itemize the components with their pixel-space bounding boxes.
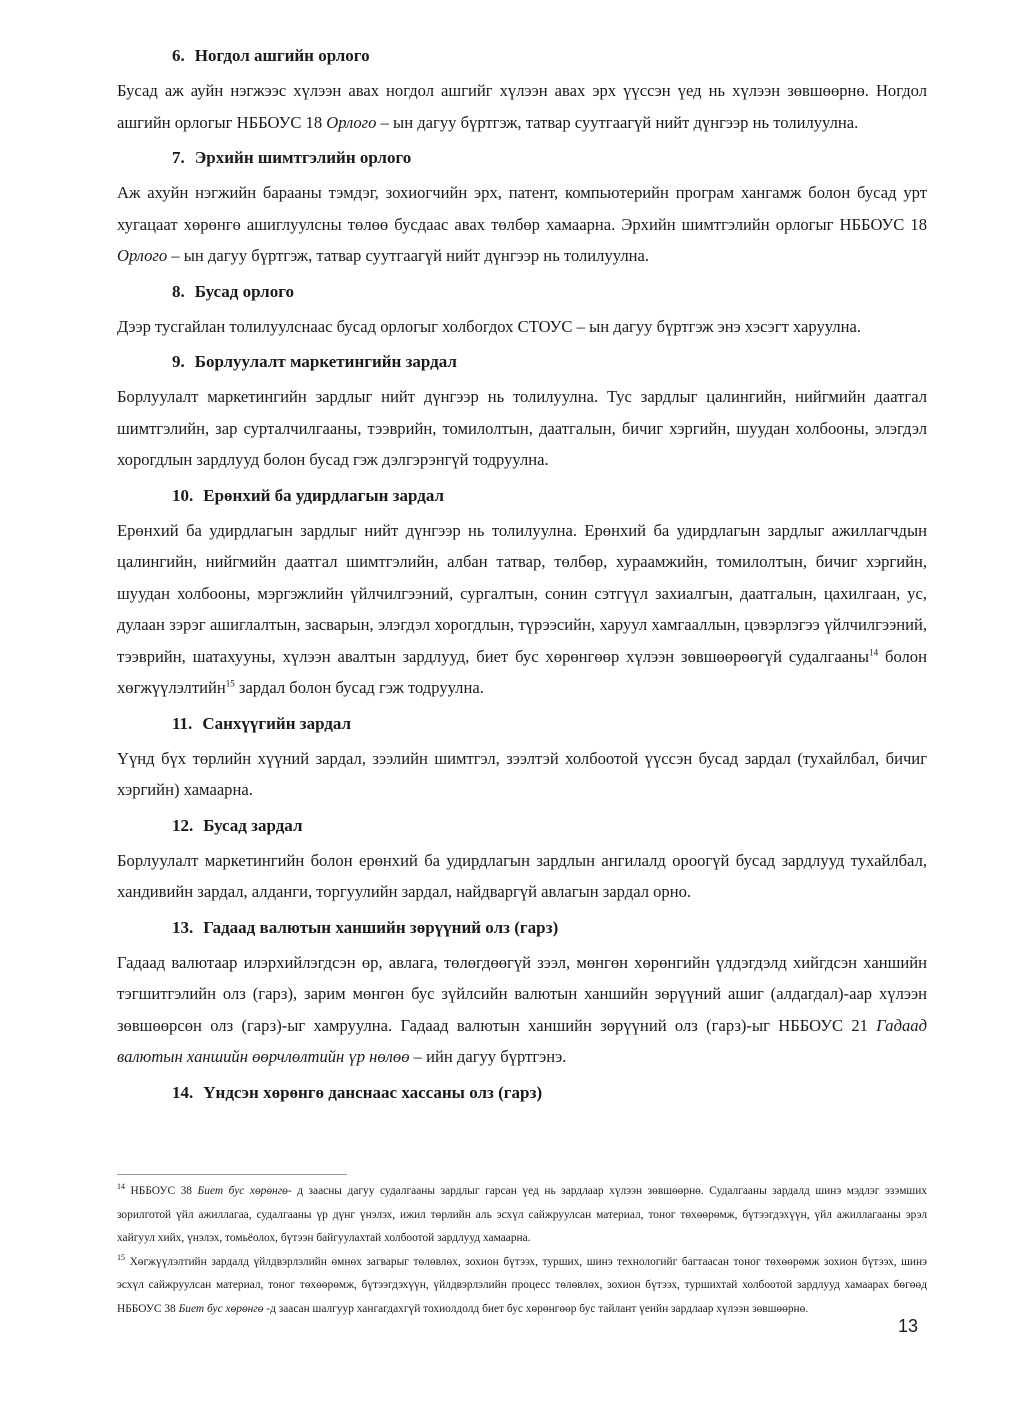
section-body-13: Гадаад валютаар илэрхийлэгдсэн өр, авлага, төлөгдөөгүй зээл, мөнгөн хөрөнгийн үлдэгдэлд хийгдсэн ханшийн тэгшитгэлийн олз (гарз), зарим мөнгөн бус зүйлсийн валютын ханшийн зөрүүний ашиг (алдагдал)-аар хүлээн зөвшөөрсөн олз (гарз)-ыг хамруулна. Гадаад валютын ханшийн зөрүүний олз (гарз)-ыг НББОУС 21 Гадаад валютын ханшийн өөрчлөлтийн үр нөлөө – ийн дагуу бүртгэнэ.: [117, 952, 927, 1066]
section-body-7: Аж ахуйн нэгжийн барааны тэмдэг, зохиогчийн эрх, патент, компьютерийн програм хангамж болон бусад урт хугацаат хөрөнгө ашиглуулсны төлөө бусдаас авах төлбөр хамаарна. Эрхийн шимтгэлийн орлогыг НББОУС 18 Орлого – ын дагуу бүртгэж, татвар суутгаагүй нийт дүнгээр нь толилуулна.: [117, 183, 927, 265]
section-number: 14.: [172, 1082, 194, 1102]
section-heading-8: [172, 280, 927, 304]
section-title: Ерөнхий ба удирдлагын зардал: [203, 485, 445, 505]
section-number: 12.: [172, 815, 194, 835]
section-title: Борлуулалт маркетингийн зардал: [194, 352, 457, 371]
section-number: 7.: [172, 148, 185, 167]
section-title: Гадаад валютын ханшийн зөрүүний олз (гарз): [203, 917, 559, 937]
section-heading-6: [172, 44, 927, 68]
footnote-14: $^{14}$ НББОУС 38 Биет бус хөрөнгө- д заасны дагуу судалгааны зардлыг гарсан үед нь зардлаар хүлээн зөвшөөрнө. Судалгааны зардалд шинэ мэдлэг эзэмших зорилготой үйл ажиллагаа, судалгааны үр дүнг үнэлэх, ижил төрлийн аль эсхүл сайжруулсан материал, тоног төхөөрөмж, бүтээгдэхүүн, үйл ажиллагааны эрэл хайгуул хийх, үнэлэх, томьёолох, бүтээн байгуулахтай холбоотой зардлууд хамаарна.: [117, 1182, 927, 1245]
footnote-mark: 14: [117, 1182, 125, 1192]
section-body-12: Борлуулалт маркетингийн болон ерөнхий ба удирдлагын зардлын ангилалд ороогүй бусад зардлууд тухайлбал, хандивийн зардал, алданги, торгуулийн зардал, найдваргүй авлагын зардал орно.: [117, 850, 927, 901]
section-heading-11: [172, 712, 927, 736]
section-number: 11.: [172, 713, 193, 733]
page-content: [117, 44, 927, 1112]
section-heading-9: [172, 350, 927, 374]
section-body-9: Борлуулалт маркетингийн зардлыг нийт дүнгээр нь толилуулна. Тус зардлыг цалингийн, нийгмийн даатгал шимтгэлийн, зар сурталчилгааны, тээврийн, томилолтын, даатгалын, бичиг хэргийн, шуудан холбооны, элэгдэл хорогдлын зардлууд болон бусад гэж дэлгэрэнгүй тодруулна.: [117, 387, 927, 469]
section-heading-7: [172, 146, 927, 170]
section-number: 9.: [172, 352, 185, 371]
section-body-6: Бусад аж ауйн нэгжээс хүлээн авах ногдол ашгийг хүлээн авах эрх үүссэн үед нь хүлээн зөвшөөрнө. Ногдол ашгийн орлогыг НББОУС 18 Орлого – ын дагуу бүртгэж, татвар суутгаагүй нийт дүнгээр нь толилуулна.: [117, 81, 927, 132]
section-heading-10: [172, 484, 927, 508]
section-title: Бусад орлого: [194, 281, 295, 301]
section-body-8: Дээр тусгайлан толилуулснаас бусад орлогыг холбогдох СТОУС – ын дагуу бүртгэж энэ хэсэгт харуулна.: [117, 316, 862, 336]
section-heading-14: [172, 1081, 927, 1105]
section-title: Үндсэн хөрөнгө данснаас хассаны олз (гарз): [203, 1082, 543, 1102]
footnote-divider: [117, 1174, 347, 1175]
footnote-ref-14[interactable]: 14: [869, 646, 879, 657]
section-body-10: Ерөнхий ба удирдлагын зардлыг нийт дүнгээр нь толилуулна. Ерөнхий ба удирдлагын зардлыг ажиллагчдын цалингийн, нийгмийн даатгал шимтгэлийн, албан татвар, төлбөр, хураамжийн, томилолтын, бичиг хэргийн, шуудан холбооны, мэргэжлийн үйлчилгээний, сургалтын, сонин сэтгүүл захиалгын, даатгалын, цахилгаан, ус, дулаан зэрэг ашиглалтын, засварын, элэгдэл хорогдлын, түрээсийн, харуул хамгааллын, цэвэрлэгээ үйлчилгээний, тээврийн, шатахууны, хүлээн авалтын зардлууд, биет бус хөрөнгөөр хүлээн зөвшөөрөөгүй судалгааны$^{14}$ болон хөгжүүлэлтийн$^{15}$ зардал болон бусад гэж тодруулна.: [117, 520, 927, 697]
section-heading-12: [172, 814, 927, 838]
page-number: 13: [898, 1316, 919, 1336]
section-title: Бусад зардал: [203, 815, 303, 835]
section-number: 13.: [172, 917, 194, 937]
section-body-11: Үүнд бүх төрлийн хүүний зардал, зээлийн шимтгэл, зээлтэй холбоотой үүссэн бусад зардал (тухайлбал, бичиг хэргийн) хамаарна.: [117, 748, 927, 799]
section-title: Эрхийн шимтгэлийн орлого: [194, 148, 412, 167]
section-heading-13: [172, 916, 927, 940]
footnote-15: $^{15}$ Хөгжүүлэлтийн зардалд үйлдвэрлэлийн өмнөх загварыг төлөвлөх, зохион бүтээх, турших, шинэ технологийг багтаасан тоног төхөөрөмж зохион бүтээх, шинэ эсхүл сайжруулсан материал, тоног төхөөрөмж, бүтээгдэхүүн, үйлдвэрлэлийн процесс төлөвлөх, зохион бүтээх, туршихтай холбоотой зардлууд хамаарах бөгөөд НББОУС 38 Биет бус хөрөнгө -д заасан шалгуур хангагдахгүй тохиолдолд биет бус хөрөнгөөр бус тайлант үеийн зардлаар хүлээн зөвшөөрнө.: [117, 1252, 927, 1315]
section-number: 8.: [172, 281, 185, 301]
section-number: 10.: [172, 485, 194, 505]
footnote-ref-15[interactable]: 15: [225, 678, 235, 689]
footnote-mark: 15: [117, 1252, 125, 1262]
section-number: 6.: [172, 46, 185, 65]
section-title: Санхүүгийн зардал: [202, 713, 352, 733]
section-title: Ногдол ашгийн орлого: [194, 46, 370, 65]
footnotes: [117, 1180, 927, 1322]
